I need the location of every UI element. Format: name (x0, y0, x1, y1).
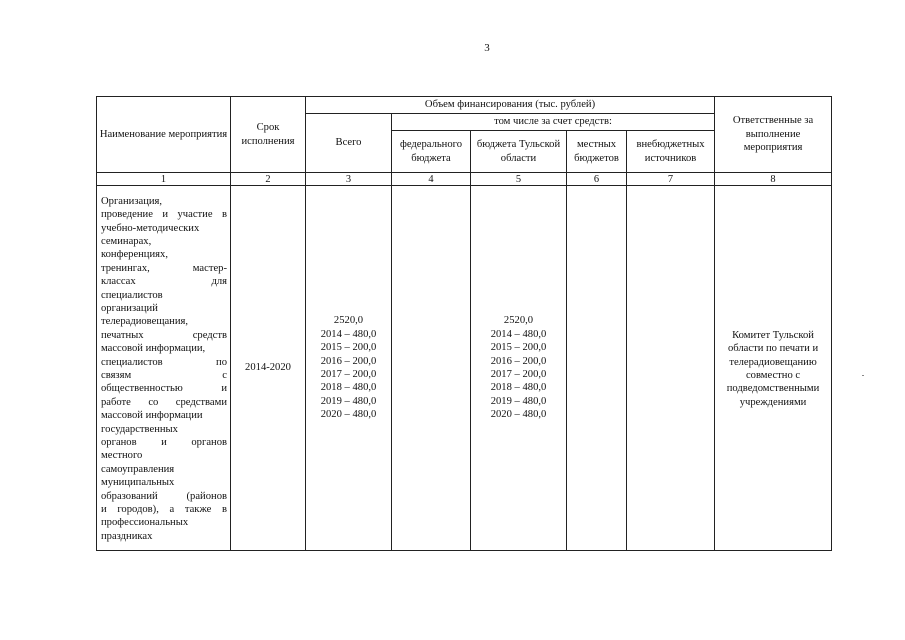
activity-name-line: проведение и участие в (101, 209, 227, 221)
header-extra: внебюджетных источников (627, 131, 715, 173)
activity-name-line: тренингах, мастер- (101, 262, 227, 274)
regional-value: 2019 – 480,0 (490, 395, 547, 407)
extra-cell (627, 186, 715, 551)
header-term: Срок исполнения (231, 97, 306, 173)
activity-name-line: работе со средствами (101, 396, 227, 408)
activity-name-line: местного (101, 450, 143, 462)
local-cell (567, 186, 627, 551)
total-value: 2019 – 480,0 (320, 395, 377, 407)
activity-name-line: самоуправления (101, 463, 175, 475)
activity-name-line: муниципальных (101, 477, 175, 489)
activity-name-line: органов и органов (101, 437, 227, 449)
column-number: 3 (306, 173, 392, 186)
responsible-line: телерадиовещанию (729, 356, 817, 368)
activity-name-line: государственных (101, 423, 178, 435)
column-number: 6 (567, 173, 627, 186)
column-number: 5 (471, 173, 567, 186)
header-local: местных бюджетов (567, 131, 627, 173)
regional-value: 2016 – 200,0 (490, 355, 547, 367)
activity-name-line: классах для (101, 276, 227, 288)
page-number: 3 (484, 42, 490, 54)
total-value: 2520,0 (333, 315, 364, 327)
activity-name-line: телерадиовещания, (101, 316, 189, 328)
activity-name-line: профессиональных (101, 517, 189, 529)
total-value: 2015 – 200,0 (320, 342, 377, 354)
total-value: 2018 – 480,0 (320, 382, 377, 394)
regional-value: 2020 – 480,0 (490, 409, 547, 421)
financing-table (96, 96, 832, 551)
activity-name-cell (97, 186, 231, 551)
activity-name-line: специалистов по (101, 356, 227, 368)
activity-name-line: массовой информации, (101, 343, 206, 355)
responsible-line: совместно с (745, 370, 801, 381)
activity-name-line: Организация, (101, 195, 163, 207)
activity-name-line: и городов), а также в (101, 504, 227, 516)
column-number: 2 (231, 173, 306, 186)
total-cell (306, 186, 392, 551)
activity-name-line: праздниках (101, 530, 153, 542)
activity-name-line: общественностью и (101, 383, 227, 395)
regional-cell (471, 186, 567, 551)
header-federal: федерального бюджета (392, 131, 471, 173)
regional-value: 2015 – 200,0 (490, 342, 547, 354)
responsible-line: подведомственными (726, 383, 820, 395)
total-value: 2014 – 480,0 (320, 328, 377, 340)
column-number: 1 (97, 173, 231, 186)
activity-name-line: учебно-методических (101, 222, 200, 234)
regional-value: 2017 – 200,0 (490, 369, 547, 380)
total-value: 2020 – 480,0 (320, 409, 377, 421)
activity-name-line: семинарах, (101, 235, 152, 247)
regional-value: 2520,0 (503, 315, 534, 327)
header-including: том числе за счет средств: (392, 114, 715, 131)
column-number: 7 (627, 173, 715, 186)
responsible-line: области по печати и (727, 343, 819, 355)
total-value: 2016 – 200,0 (320, 355, 377, 367)
activity-name-line: печатных средств (101, 329, 227, 341)
activity-name-line: специалистов (101, 289, 163, 301)
column-number-row (97, 173, 832, 186)
column-number: 4 (392, 173, 471, 186)
total-value: 2017 – 200,0 (320, 369, 377, 380)
regional-value: 2018 – 480,0 (490, 382, 547, 394)
activity-name-line: связям с (101, 370, 227, 381)
table-row (97, 186, 832, 551)
header-name: Наименование мероприятия (97, 97, 231, 173)
header-financing: Объем финансирования (тыс. рублей) (306, 97, 715, 114)
federal-cell (392, 186, 471, 551)
activity-name-line: организаций (101, 302, 158, 314)
header-total: Всего (306, 114, 392, 173)
activity-name-line: образований (районов (101, 490, 227, 502)
margin-mark (862, 375, 864, 376)
header-responsible: Ответственные за выполнение мероприятия (715, 97, 832, 173)
responsible-line: Комитет Тульской (732, 329, 814, 341)
activity-name-line: конференциях, (101, 249, 168, 261)
responsible-line: учреждениями (739, 396, 807, 408)
column-number: 8 (715, 173, 832, 186)
responsible-cell (715, 186, 832, 551)
term-cell: 2014-2020 (231, 186, 306, 551)
activity-name-line: массовой информации (101, 410, 203, 422)
header-regional: бюджета Тульской области (471, 131, 567, 173)
regional-value: 2014 – 480,0 (490, 328, 547, 340)
